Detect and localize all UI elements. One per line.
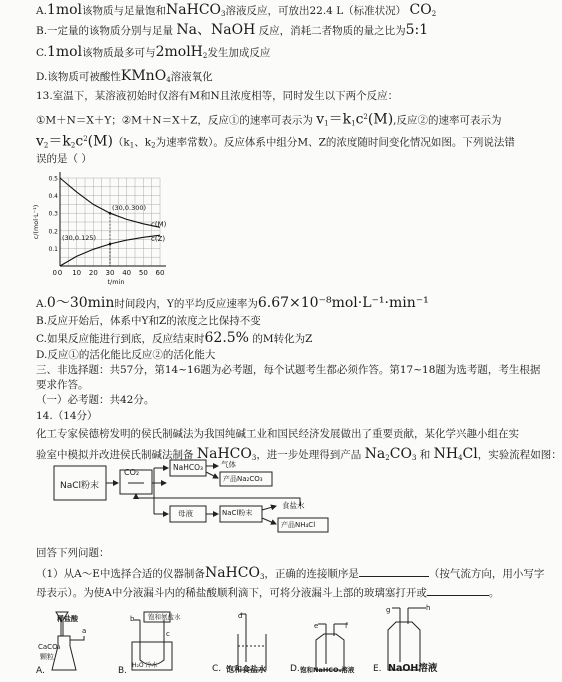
flow-gas: 气体 (221, 460, 236, 469)
concentration-chart (30, 166, 170, 290)
answer-q1-line2: 母表示）。为使A中分液漏斗内的稀盐酸顺利滴下，可将分液漏斗上部的玻璃塞打开或 。 (36, 587, 500, 599)
annotation-point (109, 243, 112, 246)
apparatus-e-label: E. (373, 664, 382, 674)
apparatus-a-solid2: 颗粒 (40, 653, 54, 661)
series-name-1: c(Z) (151, 235, 166, 244)
x-tick-label: 30 (105, 269, 115, 277)
flow-diagram (36, 458, 376, 544)
y-tick-label: 0.1 (48, 245, 58, 253)
y-axis-label: c/(mol·L⁻¹) (32, 204, 40, 240)
port-d: d (238, 612, 243, 620)
flow-mother-liquor: 母液 (178, 509, 193, 518)
apparatus-d-icon (316, 624, 348, 670)
flow-nacl-powder2: NaCl粉末 (222, 509, 253, 517)
apparatus-a-solid1: CaCO₃ (38, 643, 61, 651)
q14-para-line2: 验室中模拟并改进侯氏制碱法制备 NaHCO$_3$，进一步处理得到产品 $Na_2CO_3$ 和 $NH_4Cl$，实验流程如图： (36, 446, 562, 462)
y-tick-label: 0.3 (48, 210, 58, 218)
apparatus-a-label: A. (36, 666, 45, 676)
answer-q1-line1: （1）从A～E中选择合适的仪器制备NaHCO$_3$，正确的连接顺序是 （按气流方向，用小写字 (36, 565, 545, 581)
section3-line2: 要求作答。 (36, 379, 89, 391)
chart-axes (60, 172, 166, 266)
q13-stem-line2: ①M＋N＝X＋Y；②M＋N＝X＋Z，反应①的速率可表示为 $v_1=k_1c^2(M)$,反应②的速率可表示为 (36, 111, 502, 128)
x-tick-label: 50 (138, 269, 148, 277)
apparatus-d-text: 饱和NaHCO₃溶液 (300, 666, 355, 674)
annotation-label: (30,0.125) (62, 234, 97, 242)
apparatus-c-text: 饱和食盐水 (226, 665, 266, 674)
apparatus-c-label: C. (212, 664, 222, 674)
y-tick-label: 0.5 (48, 175, 58, 183)
flow-product-nh4cl: 产品NH₄Cl (281, 521, 316, 529)
x-tick-label: 0 (57, 269, 63, 277)
q13-stem-line4: 误的是（ ） (36, 153, 92, 165)
x-tick-label: 60 (155, 269, 165, 277)
section3-line1: 三、非选择题：共57分，第14~16题为必考题，每个试题考生都必须作答。第17~18题为选考题，考生根据 (36, 364, 541, 376)
q13-option-b: B.反应开始后，体系中Y和Z的浓度之比保持不变 (36, 315, 261, 327)
port-f: f (345, 622, 348, 630)
x-axis-label: t/min (107, 278, 125, 286)
flow-nahco3: NaHCO₃ (173, 463, 203, 472)
answer-intro: 回答下列问题： (36, 547, 110, 559)
origin-label: 0 (52, 269, 57, 277)
apparatus-c-icon (238, 614, 266, 670)
chart-ticks (48, 176, 164, 278)
q13-option-d: D.反应①的活化能比反应②的活化能大 (36, 349, 216, 361)
annotation-label: (30,0.300) (112, 204, 147, 213)
annotation-point (109, 212, 112, 215)
port-c: c (166, 630, 170, 638)
q12-option-d: D.该物质可被酸性KMnO$_4$溶液氧化 (36, 68, 213, 84)
series-name-0: c(M) (151, 220, 167, 229)
y-tick-label: 0.2 (48, 228, 58, 236)
y-tick-label: 0.4 (48, 193, 58, 201)
q13-option-c: C.如果反应能进行到底，反应结束时62.5% 的M转化为Z (36, 330, 313, 346)
answer-blank-2[interactable] (427, 585, 489, 596)
flow-co2: CO₂ (124, 468, 140, 477)
apparatus-a-acid: 稀盐酸 (57, 615, 78, 623)
apparatus-e-text: NaOH溶液 (388, 663, 438, 674)
flow-nacl-powder: NaCl粉末 (60, 481, 100, 491)
x-tick-label: 20 (88, 269, 98, 277)
apparatus-b-cold: H₂O 冷水 (132, 662, 158, 669)
x-tick-label: 10 (72, 269, 82, 277)
port-a: a (82, 627, 87, 635)
q13-stem-line3: $v_2=k_2c^2(M)(k_1$、$k_2$为速率常数）。反应体系中组分M、Z的浓度随时间变化情况如图。下列说法错 (36, 133, 515, 150)
apparatus-b-top: 饱和氨盐水 (148, 613, 181, 621)
q13-stem-line1: 13.室温下，某溶液初始时仅溶有M和N且浓度相等，同时发生以下两个反应： (36, 90, 399, 102)
port-h: h (426, 604, 431, 612)
q14-para-line1: 化工专家侯德榜发明的侯氏制碱法为我国纯碱工业和国民经济发展做出了重要贡献，某化学兴趣小组在实 (36, 428, 519, 440)
q14-heading: 14.（14分） (36, 410, 98, 422)
flow-product-na2co3: 产品Na₂CO₃ (223, 475, 263, 483)
x-tick-label: 40 (122, 269, 132, 277)
port-e: e (314, 622, 319, 630)
answer-blank-1[interactable] (359, 566, 429, 577)
apparatus-d-label: D. (290, 664, 300, 674)
q13-option-a: A.0～30min时间段内，Y的平均反应速率为6.67×10⁻⁸mol·L⁻¹·min⁻¹ (36, 295, 429, 311)
apparatus-drawings (36, 600, 516, 680)
apparatus-b-label: B. (118, 666, 128, 676)
q12-option-b: B.一定量的该物质分别与足量 Na、NaOH 反应，消耗二者物质的量之比为5:1 (36, 22, 429, 38)
port-b: b (130, 615, 135, 623)
flow-brine: 食盐水 (282, 501, 305, 510)
q12-option-c: C.1mol该物质最多可与2molH$_2$发生加成反应 (36, 44, 271, 60)
section3-line3: （一）必考题：共42分。 (36, 394, 155, 406)
q12-option-a: A.1mol该物质与足量饱和NaHCO$_3$溶液反应，可放出22.4 L（标准状况） $CO_2$ (36, 2, 437, 18)
port-g: g (386, 606, 391, 614)
